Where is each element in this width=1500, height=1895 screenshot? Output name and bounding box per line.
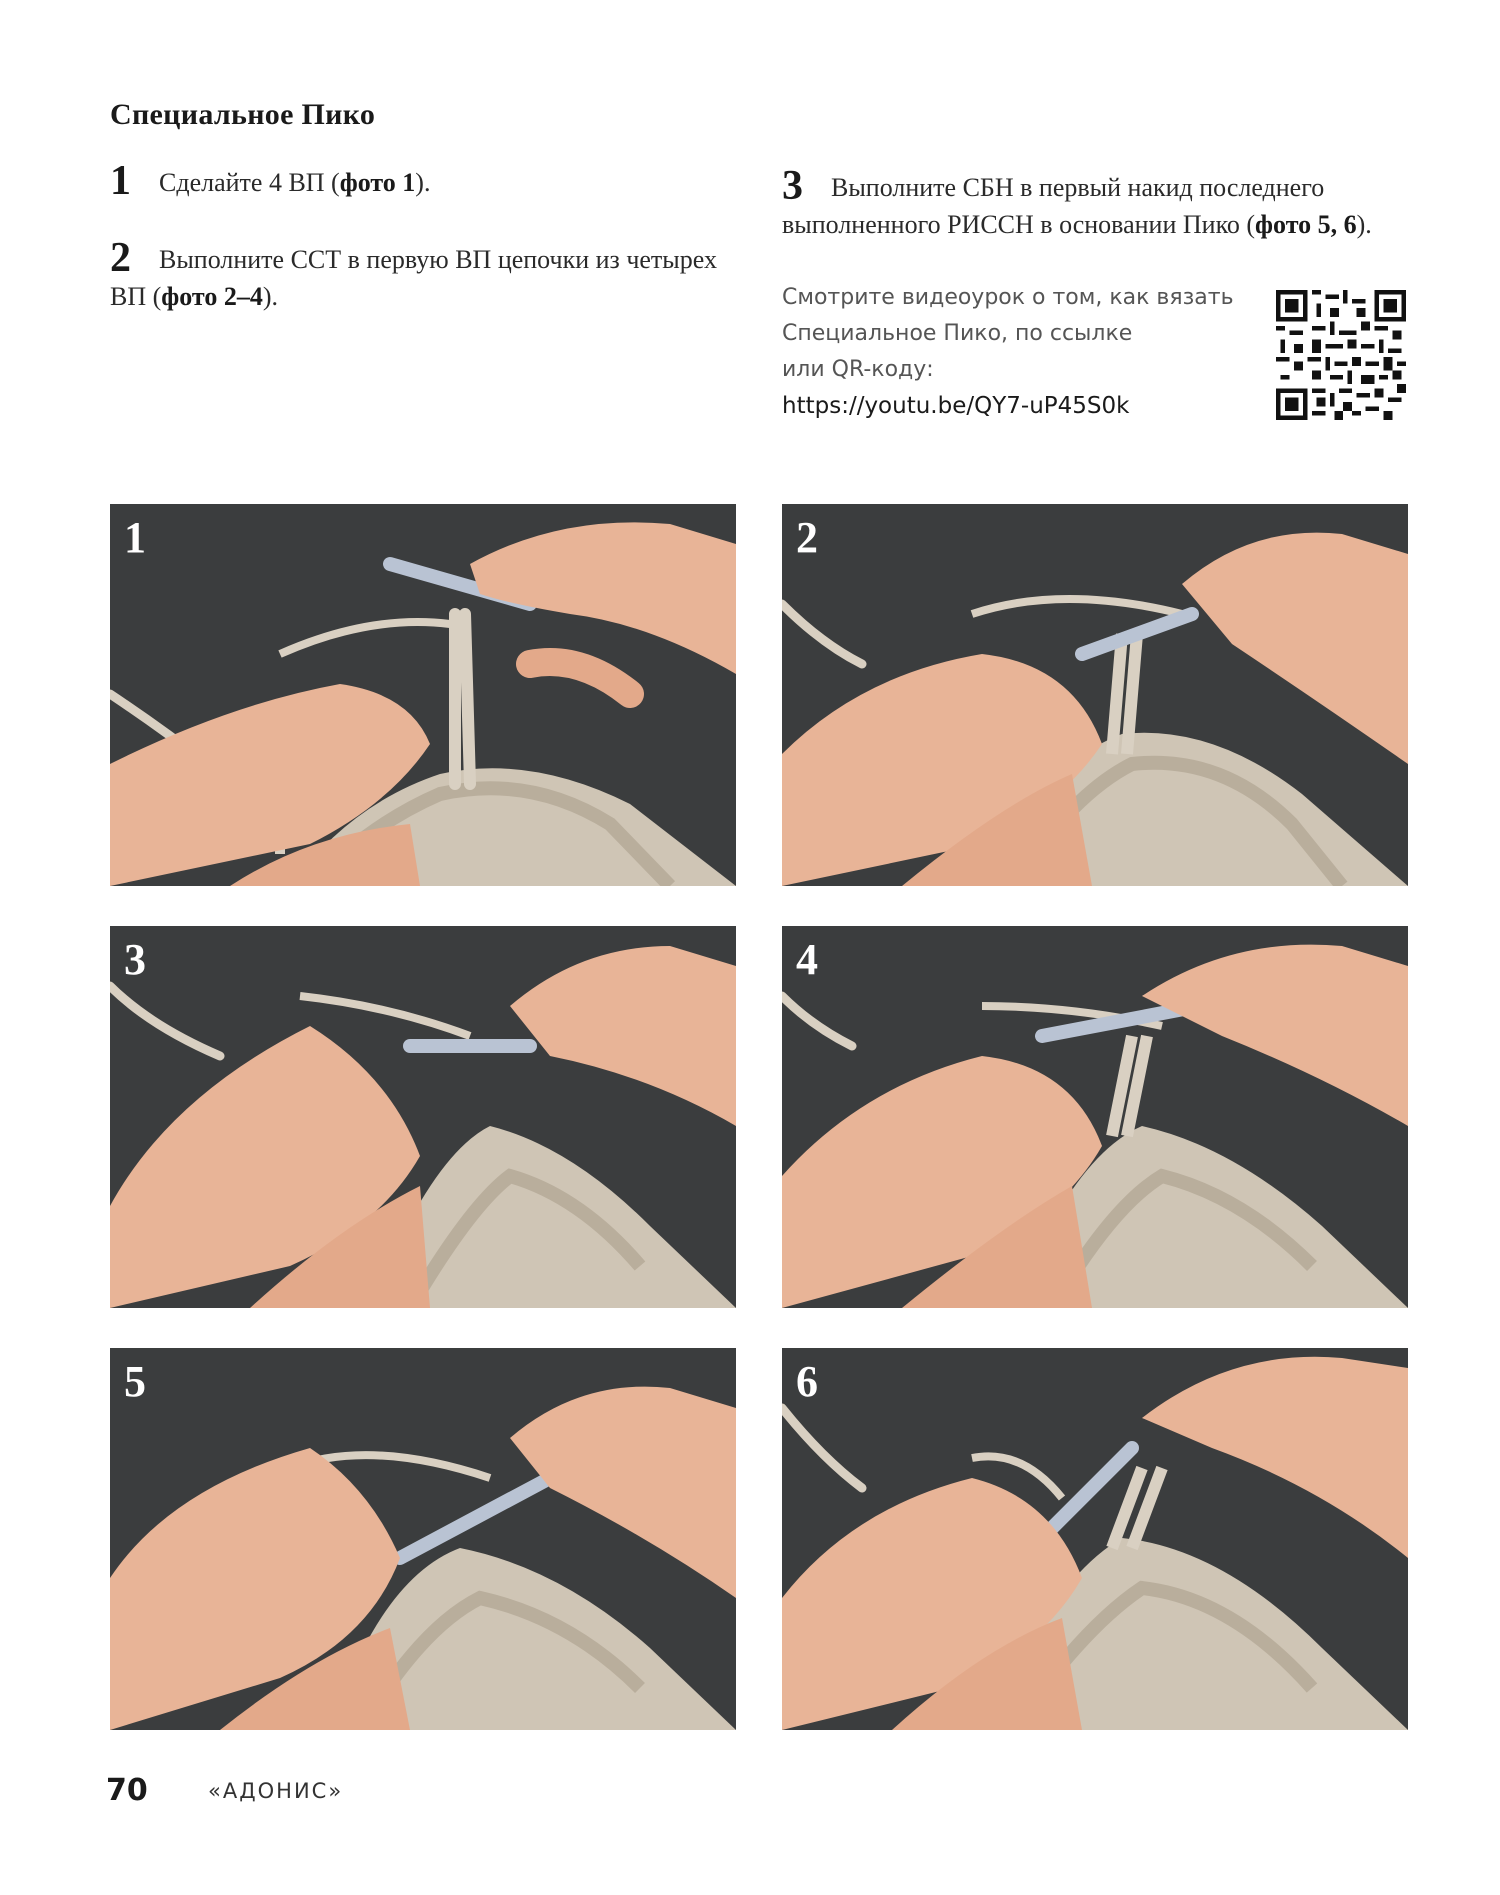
step-2 xyxy=(110,235,730,315)
photo-2 xyxy=(782,504,1408,886)
video-text-line-1: Смотрите видеоурок о том, как вязать xyxy=(782,285,1234,310)
section-title: «АДОНИС» xyxy=(208,1779,344,1803)
step-3 xyxy=(782,163,1402,243)
photo-label: 4 xyxy=(796,935,818,984)
step-text: Выполните ССТ в первую ВП цепочки из четырех ВП ( xyxy=(110,245,717,311)
step-number: 2 xyxy=(110,235,131,281)
photo-reference: фото 5, 6 xyxy=(1255,210,1357,239)
photo-6 xyxy=(782,1348,1408,1730)
step-number: 1 xyxy=(110,158,131,204)
step-number: 3 xyxy=(782,163,803,209)
page-title: Специальное Пико xyxy=(110,98,376,131)
video-text-line-2: Специальное Пико, по ссылке xyxy=(782,321,1133,346)
photo-label: 5 xyxy=(124,1357,146,1406)
photo-1 xyxy=(110,504,736,886)
photo-3 xyxy=(110,926,736,1308)
photo-5 xyxy=(110,1348,736,1730)
video-link[interactable]: https://youtu.be/QY7-uP45S0k xyxy=(782,393,1130,419)
photo-label: 1 xyxy=(124,513,146,562)
step-text-end: ). xyxy=(262,282,279,311)
video-text-line-3: или QR-коду: xyxy=(782,357,934,382)
step-1 xyxy=(110,158,730,204)
photo-label: 3 xyxy=(124,935,146,984)
photo-4 xyxy=(782,926,1408,1308)
page-number: 70 xyxy=(106,1773,148,1808)
photo-reference: фото 2–4 xyxy=(161,282,263,311)
step-text: Выполните СБН в первый накид последнего выполненного РИССН в основании Пико ( xyxy=(782,173,1325,239)
qr-code-icon[interactable] xyxy=(1276,290,1406,420)
photo-label: 6 xyxy=(796,1357,818,1406)
step-text-end: ). xyxy=(415,168,431,197)
photo-label: 2 xyxy=(796,513,818,562)
step-text: Сделайте 4 ВП ( xyxy=(159,168,340,197)
step-text-end: ). xyxy=(1356,210,1372,239)
photo-reference: фото 1 xyxy=(339,168,416,197)
video-note xyxy=(782,280,1252,424)
